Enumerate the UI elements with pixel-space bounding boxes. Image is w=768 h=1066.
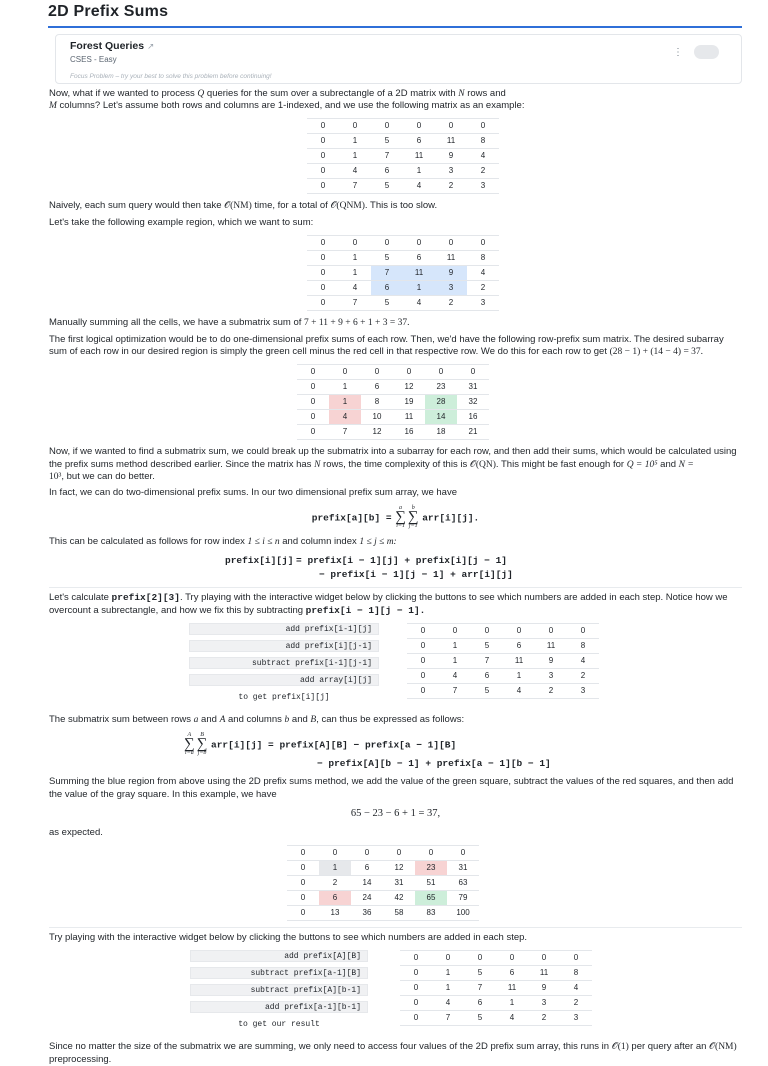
matrix-cell: 1 (432, 966, 464, 981)
matrix-row (307, 266, 499, 281)
matrix-cell: 0 (407, 639, 439, 654)
add-array-button[interactable]: add array[i][j] (189, 674, 379, 686)
matrix-cell: 0 (319, 846, 351, 861)
paragraph-submatrix: The submatrix sum between rows a and A and columns b and B, can thus be expressed as follows: (49, 714, 465, 726)
matrix-cell: 31 (457, 380, 489, 395)
matrix-cell: 5 (464, 966, 496, 981)
matrix-cell: 2 (535, 684, 567, 699)
matrix-cell: 6 (496, 966, 528, 981)
matrix-cell: 11 (535, 639, 567, 654)
matrix-cell: 9 (535, 654, 567, 669)
matrix-cell: 6 (503, 639, 535, 654)
matrix-cell: 0 (400, 996, 432, 1011)
matrix-cell: 3 (435, 164, 467, 179)
matrix-cell: 11 (496, 981, 528, 996)
matrix-cell: 1 (339, 251, 371, 266)
paragraph-as-expected: as expected. (49, 826, 103, 838)
widget-buttons (189, 623, 379, 708)
matrix-cell: 0 (425, 365, 457, 380)
matrix-region (307, 235, 499, 311)
matrix-cell: 4 (467, 266, 499, 281)
matrix-cell: 0 (287, 906, 319, 921)
matrix-cell: 7 (371, 266, 403, 281)
matrix-row (297, 380, 489, 395)
matrix-row (297, 395, 489, 410)
equation-example: 65 − 23 − 6 + 1 = 37, (350, 808, 441, 820)
paragraph-lets: Let's calculate prefix[2][3]. Try playing with the interactive widget below by clicking the buttons to see which numbers are added in each step. Notice how we overcount a subrectangle, and how we fix this by subtracting prefix[i − 1][j − 1]. (49, 592, 728, 616)
matrix-cell: 1 (339, 134, 371, 149)
matrix-row (407, 624, 599, 639)
matrix-cell: 0 (307, 281, 339, 296)
matrix-cell: 0 (383, 846, 415, 861)
matrix-cell: 0 (287, 861, 319, 876)
matrix-row (297, 410, 489, 425)
matrix-row (307, 164, 499, 179)
matrix-cell: 7 (432, 1011, 464, 1026)
matrix-cell: 8 (467, 251, 499, 266)
matrix-cell: 3 (467, 296, 499, 311)
matrix-cell: 2 (528, 1011, 560, 1026)
matrix-cell: 65 (415, 891, 447, 906)
matrix-row (407, 669, 599, 684)
problem-title[interactable]: Forest Queries ↗ (70, 39, 155, 52)
matrix-cell: 9 (528, 981, 560, 996)
matrix-cell: 23 (415, 861, 447, 876)
matrix-cell: 0 (432, 951, 464, 966)
matrix-row (307, 179, 499, 194)
matrix-row (400, 951, 592, 966)
matrix-row (287, 861, 479, 876)
paragraph-calc: This can be calculated as follows for row index 1 ≤ i ≤ n and column index 1 ≤ j ≤ m: (49, 535, 397, 547)
matrix-cell: 3 (435, 281, 467, 296)
add-prefix-left-button[interactable]: add prefix[i][j-1] (189, 640, 379, 652)
matrix-cell: 1 (339, 266, 371, 281)
matrix-cell: 4 (329, 410, 361, 425)
matrix-row (287, 846, 479, 861)
matrix-cell: 11 (393, 410, 425, 425)
matrix-cell: 4 (439, 669, 471, 684)
external-link-icon[interactable]: ↗ (147, 40, 155, 51)
matrix-cell: 18 (425, 425, 457, 440)
paragraph-intro: Now, what if we wanted to process Q queries for the sum over a subrectangle of a 2D matrix with N rows and M columns? Let's assume both rows and columns are 1-indexed, and we use the following matrix as an example: (49, 87, 525, 112)
matrix-row (307, 251, 499, 266)
matrix-cell: 8 (361, 395, 393, 410)
matrix-cell: 4 (432, 996, 464, 1011)
matrix-cell: 3 (535, 669, 567, 684)
paragraph-since: Since no matter the size of the submatrix we are summing, we only need to access four values of the 2D prefix sum array, this runs in 𝒪(1) per query after an 𝒪(NM) preprocessing. (49, 1041, 737, 1065)
matrix-cell: 5 (471, 684, 503, 699)
matrix-cell: 3 (467, 179, 499, 194)
matrix-cell: 0 (307, 251, 339, 266)
paragraph-manual: Manually summing all the cells, we have a submatrix sum of 7 + 11 + 9 + 6 + 1 + 3 = 37. (49, 317, 410, 329)
more-vertical-icon[interactable]: ⋮ (673, 46, 683, 58)
matrix-cell: 7 (339, 296, 371, 311)
matrix-cell: 1 (319, 861, 351, 876)
matrix-cell: 5 (371, 296, 403, 311)
paragraph-infact: In fact, we can do two-dimensional prefix sums. In our two dimensional prefix sum array, we have (49, 487, 457, 499)
matrix-cell: 0 (287, 876, 319, 891)
matrix-cell: 7 (339, 179, 371, 194)
matrix-cell: 0 (361, 365, 393, 380)
matrix-cell: 1 (403, 164, 435, 179)
focus-problem-card[interactable] (55, 34, 742, 84)
matrix-cell: 0 (415, 846, 447, 861)
matrix-cell: 1 (432, 981, 464, 996)
matrix-cell: 100 (447, 906, 479, 921)
matrix-cell: 31 (383, 876, 415, 891)
matrix-cell: 6 (351, 861, 383, 876)
matrix-cell: 3 (560, 1011, 592, 1026)
matrix-example (307, 118, 499, 194)
matrix-2d-prefix (287, 845, 479, 921)
matrix-cell: 0 (307, 236, 339, 251)
matrix-cell: 0 (351, 846, 383, 861)
matrix-cell: 1 (503, 669, 535, 684)
matrix-cell: 0 (287, 846, 319, 861)
matrix-cell: 2 (319, 876, 351, 891)
matrix-cell: 0 (528, 951, 560, 966)
matrix-cell: 58 (383, 906, 415, 921)
matrix-cell: 1 (329, 380, 361, 395)
matrix-cell: 8 (560, 966, 592, 981)
matrix-cell: 4 (560, 981, 592, 996)
matrix-row (307, 281, 499, 296)
matrix-cell: 11 (528, 966, 560, 981)
matrix-cell: 0 (435, 119, 467, 134)
matrix-cell: 0 (307, 179, 339, 194)
matrix-cell: 1 (339, 149, 371, 164)
paragraph-now: Now, if we wanted to find a submatrix sum, we could break up the submatrix into a subarray for each row, and then add their sums, which would be calculated using the prefix sums method described earlier. Since the matrix has N rows, the time complexity of this is 𝒪(QN). This might be fast enough for Q = 10⁵ and N = 10³, but we can do better. (49, 446, 737, 482)
matrix-cell: 1 (439, 654, 471, 669)
matrix-cell: 11 (403, 149, 435, 164)
matrix-cell: 0 (371, 119, 403, 134)
matrix-cell: 1 (403, 281, 435, 296)
matrix-cell: 6 (371, 281, 403, 296)
add-prefix-a1b1-button[interactable]: add prefix[a-1][b-1] (190, 1001, 368, 1013)
matrix-cell: 4 (496, 1011, 528, 1026)
matrix-cell: 7 (371, 149, 403, 164)
matrix-cell: 2 (467, 164, 499, 179)
widget-submatrix-sum (190, 950, 742, 1035)
matrix-cell: 4 (339, 281, 371, 296)
matrix-cell: 7 (471, 654, 503, 669)
matrix-cell: 42 (383, 891, 415, 906)
matrix-row (400, 981, 592, 996)
divider (49, 587, 742, 588)
matrix-cell: 9 (435, 266, 467, 281)
matrix-cell: 16 (393, 425, 425, 440)
matrix-row (297, 365, 489, 380)
matrix-cell: 19 (393, 395, 425, 410)
matrix-cell: 0 (329, 365, 361, 380)
matrix-cell: 0 (307, 266, 339, 281)
matrix-cell: 4 (503, 684, 535, 699)
matrix-cell: 2 (567, 669, 599, 684)
matrix-cell: 0 (464, 951, 496, 966)
matrix-cell: 0 (503, 624, 535, 639)
matrix-cell: 13 (319, 906, 351, 921)
matrix-cell: 0 (560, 951, 592, 966)
matrix-cell: 0 (467, 119, 499, 134)
matrix-cell: 14 (351, 876, 383, 891)
matrix-row (400, 966, 592, 981)
matrix-cell: 2 (435, 179, 467, 194)
matrix-cell: 32 (457, 395, 489, 410)
matrix-cell: 5 (464, 1011, 496, 1026)
matrix-cell: 12 (361, 425, 393, 440)
problem-source: CSES - Easy (70, 55, 117, 65)
matrix-cell: 5 (471, 639, 503, 654)
divider (49, 927, 742, 928)
matrix-cell: 0 (393, 365, 425, 380)
matrix-cell: 9 (435, 149, 467, 164)
matrix-cell: 0 (403, 236, 435, 251)
subtract-prefix-diag-button[interactable]: subtract prefix[i-1][j-1] (189, 657, 379, 669)
matrix-cell: 0 (407, 669, 439, 684)
matrix-cell: 31 (447, 861, 479, 876)
widget-matrix (400, 950, 592, 1026)
paragraph-region: Let's take the following example region, which we want to sum: (49, 216, 314, 228)
matrix-cell: 0 (297, 365, 329, 380)
matrix-cell: 28 (425, 395, 457, 410)
matrix-cell: 0 (307, 149, 339, 164)
matrix-cell: 6 (361, 380, 393, 395)
matrix-cell: 0 (400, 981, 432, 996)
matrix-cell: 3 (528, 996, 560, 1011)
matrix-cell: 0 (535, 624, 567, 639)
widget-buttons (190, 950, 368, 1035)
paragraph-summing: Summing the blue region from above using the 2D prefix sums method, we add the value of the green square, subtract the values of the red squares, and then add the value of the gray square. In this example, we have (49, 776, 734, 800)
matrix-row (307, 236, 499, 251)
matrix-cell: 6 (319, 891, 351, 906)
matrix-cell: 11 (435, 251, 467, 266)
subtract-prefix-Ab1-button[interactable]: subtract prefix[A][b-1] (190, 984, 368, 996)
matrix-cell: 12 (393, 380, 425, 395)
matrix-row (297, 425, 489, 440)
equation-recurrence: prefix[i][j] = prefix[i − 1][j] + prefix[i][j − 1] − prefix[i − 1][j − 1] + arr[i][j] (225, 555, 513, 580)
matrix-cell: 5 (371, 134, 403, 149)
matrix-cell: 7 (464, 981, 496, 996)
matrix-cell: 7 (439, 684, 471, 699)
matrix-cell: 4 (339, 164, 371, 179)
matrix-cell: 6 (403, 134, 435, 149)
matrix-cell: 0 (407, 654, 439, 669)
widget-matrix (407, 623, 599, 699)
matrix-cell: 0 (297, 380, 329, 395)
matrix-row (307, 296, 499, 311)
add-prefix-up-button[interactable]: add prefix[i-1][j] (189, 623, 379, 635)
matrix-cell: 0 (447, 846, 479, 861)
matrix-cell: 14 (425, 410, 457, 425)
add-prefix-AB-button[interactable]: add prefix[A][B] (190, 950, 368, 962)
matrix-cell: 2 (467, 281, 499, 296)
subtract-prefix-a1B-button[interactable]: subtract prefix[a-1][B] (190, 967, 368, 979)
matrix-cell: 0 (407, 684, 439, 699)
matrix-cell: 0 (297, 425, 329, 440)
matrix-row (400, 996, 592, 1011)
paragraph-naive: Naively, each sum query would then take 𝒪(NM) time, for a total of 𝒪(QNM). This is too slow. (49, 200, 438, 212)
matrix-cell: 12 (383, 861, 415, 876)
matrix-cell: 0 (407, 624, 439, 639)
matrix-cell: 11 (403, 266, 435, 281)
matrix-row-prefix (297, 364, 489, 440)
matrix-cell: 1 (496, 996, 528, 1011)
equation-prefix-def: prefix[a][b] = a ∑ i=1 b ∑ j=1 arr[i][j]. (311, 504, 480, 530)
matrix-cell: 63 (447, 876, 479, 891)
matrix-cell: 1 (329, 395, 361, 410)
matrix-row (287, 876, 479, 891)
matrix-cell: 8 (467, 134, 499, 149)
matrix-cell: 11 (435, 134, 467, 149)
matrix-cell: 4 (403, 296, 435, 311)
matrix-cell: 79 (447, 891, 479, 906)
matrix-cell: 0 (307, 134, 339, 149)
matrix-cell: 0 (403, 119, 435, 134)
matrix-row (407, 639, 599, 654)
matrix-cell: 5 (371, 251, 403, 266)
matrix-cell: 5 (371, 179, 403, 194)
matrix-cell: 0 (467, 236, 499, 251)
result-label: to get our result (238, 1020, 320, 1030)
paragraph-try: Try playing with the interactive widget below by clicking the buttons to see which numbers are added in each step. (49, 932, 528, 944)
matrix-cell: 6 (464, 996, 496, 1011)
matrix-cell: 0 (567, 624, 599, 639)
matrix-cell: 4 (567, 654, 599, 669)
matrix-cell: 0 (307, 119, 339, 134)
matrix-cell: 0 (400, 966, 432, 981)
matrix-cell: 1 (439, 639, 471, 654)
page-title: 2D Prefix Sums (48, 0, 742, 28)
matrix-cell: 0 (400, 1011, 432, 1026)
matrix-cell: 6 (471, 669, 503, 684)
equation-submatrix: A ∑ i=a B ∑ j=b arr[i][j] = prefix[A][B] − prefix[a − 1][B] − prefix[A][b − 1] + prefix[a − 1][b − 1] (184, 731, 551, 769)
matrix-row (287, 906, 479, 921)
matrix-cell: 8 (567, 639, 599, 654)
matrix-cell: 7 (329, 425, 361, 440)
matrix-cell: 0 (371, 236, 403, 251)
matrix-cell: 0 (297, 410, 329, 425)
matrix-cell: 0 (439, 624, 471, 639)
matrix-cell: 0 (339, 236, 371, 251)
matrix-cell: 10 (361, 410, 393, 425)
matrix-cell: 23 (425, 380, 457, 395)
matrix-row (407, 654, 599, 669)
matrix-cell: 0 (307, 296, 339, 311)
matrix-cell: 4 (467, 149, 499, 164)
matrix-cell: 4 (403, 179, 435, 194)
paragraph-first-opt: The first logical optimization would be to do one-dimensional prefix sums of each row. Then, we'd have the following row-prefix sum matrix. The desired subarray sum of each row in our desired region is simply the green cell minus the red cell in that respective row. We do this for each row to get (28 − 1) + (14 − 4) = 37. (49, 333, 724, 357)
matrix-cell: 3 (567, 684, 599, 699)
matrix-row (287, 891, 479, 906)
matrix-cell: 2 (560, 996, 592, 1011)
matrix-cell: 0 (287, 891, 319, 906)
matrix-cell: 0 (297, 395, 329, 410)
matrix-row (307, 149, 499, 164)
matrix-cell: 0 (400, 951, 432, 966)
matrix-row (307, 119, 499, 134)
matrix-cell: 0 (471, 624, 503, 639)
matrix-cell: 21 (457, 425, 489, 440)
matrix-cell: 0 (457, 365, 489, 380)
matrix-cell: 24 (351, 891, 383, 906)
matrix-cell: 16 (457, 410, 489, 425)
matrix-cell: 51 (415, 876, 447, 891)
focus-note: Focus Problem – try your best to solve this problem before continuing! (70, 72, 272, 80)
matrix-cell: 6 (371, 164, 403, 179)
matrix-cell: 0 (307, 164, 339, 179)
matrix-cell: 36 (351, 906, 383, 921)
result-label: to get prefix[i][j] (238, 693, 330, 703)
matrix-cell: 6 (403, 251, 435, 266)
matrix-cell: 0 (435, 236, 467, 251)
matrix-cell: 83 (415, 906, 447, 921)
matrix-cell: 11 (503, 654, 535, 669)
matrix-cell: 0 (496, 951, 528, 966)
status-toggle[interactable] (694, 45, 719, 59)
matrix-cell: 0 (339, 119, 371, 134)
matrix-cell: 2 (435, 296, 467, 311)
matrix-row (307, 134, 499, 149)
matrix-row (407, 684, 599, 699)
widget-prefix-calc (189, 623, 742, 708)
